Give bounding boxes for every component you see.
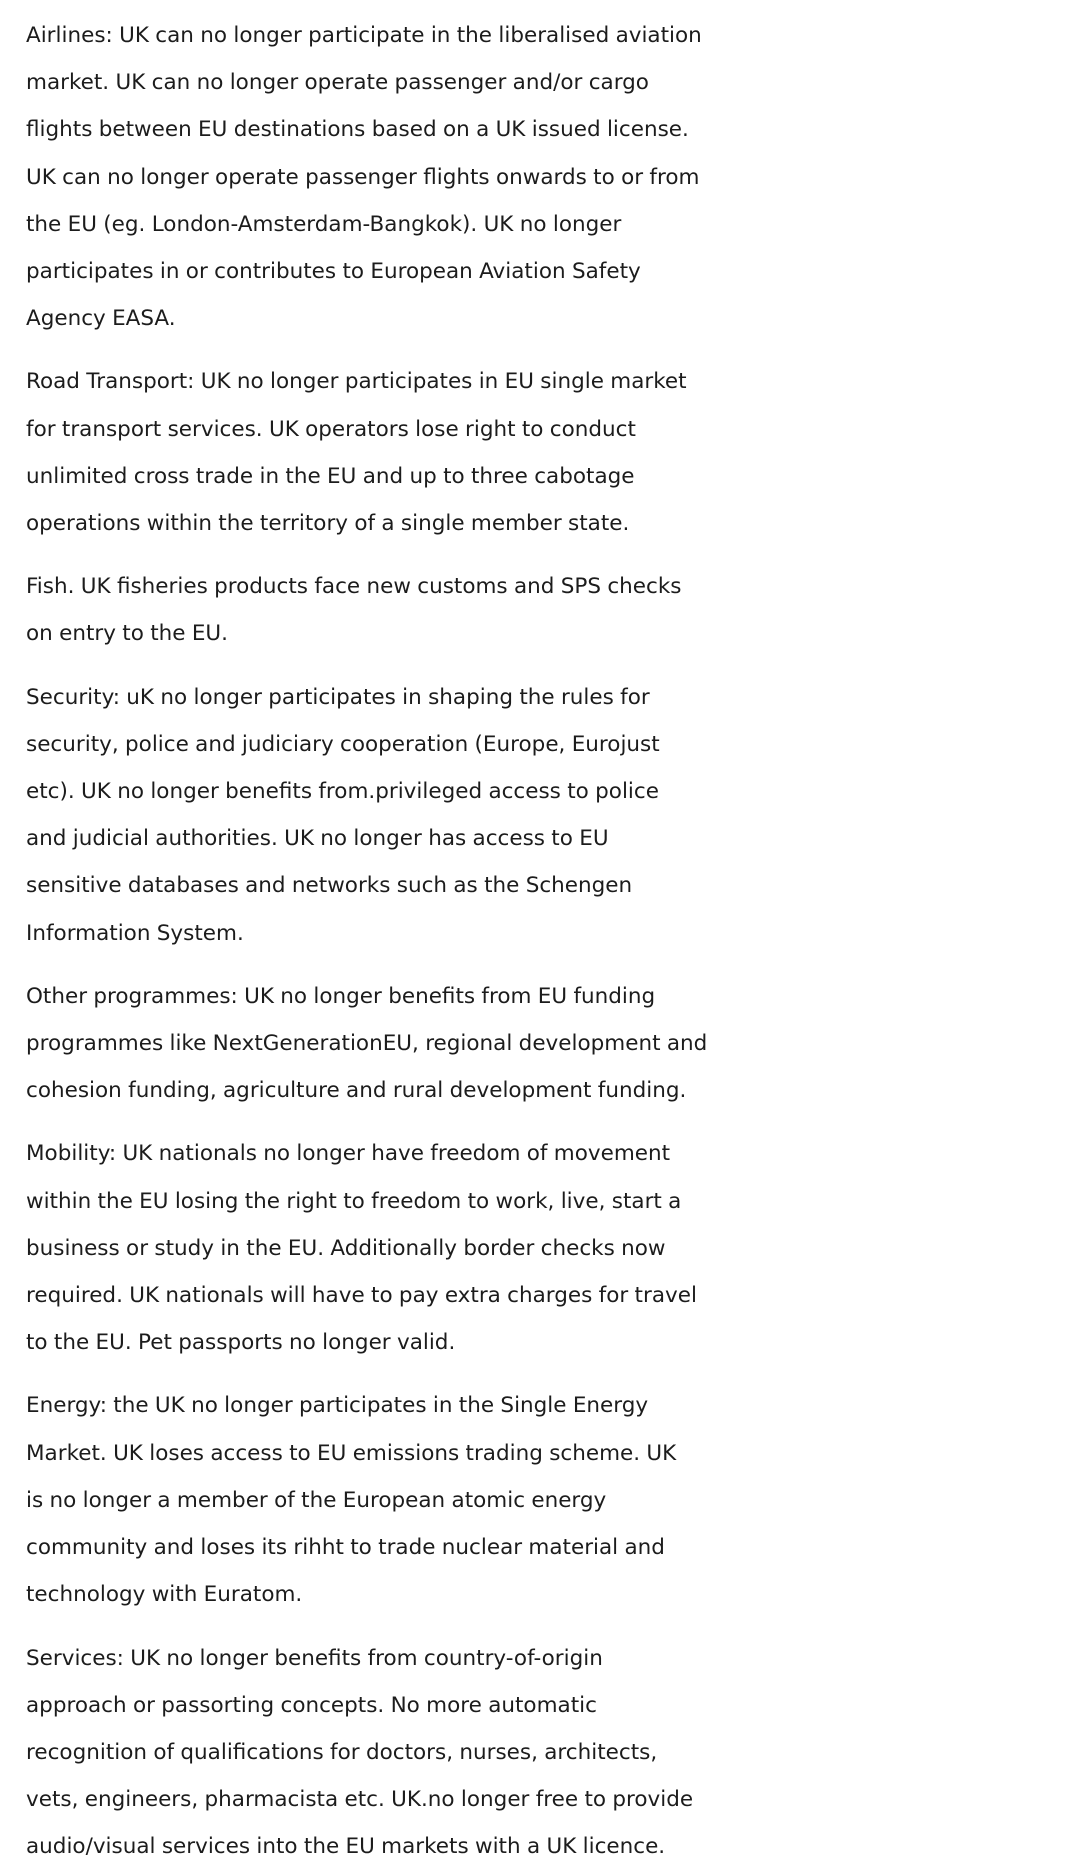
paragraph-fish	[26, 563, 1074, 657]
text-line: approach or passorting concepts. No more automatic	[26, 1692, 597, 1718]
paragraph-energy	[26, 1382, 1074, 1618]
paragraph-road-transport	[26, 358, 1074, 547]
text-line: participates in or contributes to European Aviation Safety	[26, 259, 641, 285]
text-line: market. UK can no longer operate passenger and/or cargo	[26, 70, 649, 96]
text-line: to the EU. Pet passports no longer valid.	[26, 1330, 456, 1356]
text-line: business or study in the EU. Additionally border checks now	[26, 1235, 666, 1261]
text-line: Energy: the UK no longer participates in the Single Energy	[26, 1393, 649, 1419]
text-line: UK can no longer operate passenger flights onwards to or from	[26, 164, 700, 190]
text-line: the EU (eg. London-Amsterdam-Bangkok). UK no longer	[26, 211, 622, 237]
text-line: programmes like NextGenerationEU, regional development and	[26, 1031, 708, 1057]
text-line: on entry to the EU.	[26, 621, 228, 647]
text-line: Fish. UK fisheries products face new customs and SPS checks	[26, 574, 682, 600]
text-line: for transport services. UK operators lose right to conduct	[26, 416, 636, 442]
text-line: Services: UK no longer benefits from country-of-origin	[26, 1645, 603, 1671]
text-line: Other programmes: UK no longer benefits from EU funding	[26, 983, 656, 1009]
text-line: Road Transport: UK no longer participates in EU single market	[26, 369, 687, 395]
text-line: is no longer a member of the European atomic energy	[26, 1487, 607, 1513]
text-line: recognition of qualifications for doctors, nurses, architects,	[26, 1739, 658, 1765]
text-line: unlimited cross trade in the EU and up to three cabotage	[26, 463, 635, 489]
paragraph-services	[26, 1635, 1074, 1871]
paragraph-other-programmes	[26, 973, 1074, 1115]
text-line: vets, engineers, pharmacista etc. UK.no longer free to provide	[26, 1787, 694, 1813]
paragraph-airlines	[26, 12, 1074, 342]
paragraph-security	[26, 674, 1074, 957]
text-line: audio/visual services into the EU markets with a UK licence.	[26, 1834, 666, 1860]
text-line: Agency EASA.	[26, 306, 176, 332]
text-line: flights between EU destinations based on a UK issued license.	[26, 117, 689, 143]
text-line: within the EU losing the right to freedom to work, live, start a	[26, 1188, 682, 1214]
text-line: cohesion funding, agriculture and rural development funding.	[26, 1078, 687, 1104]
text-line: required. UK nationals will have to pay extra charges for travel	[26, 1283, 697, 1309]
text-line: sensitive databases and networks such as the Schengen	[26, 873, 633, 899]
text-line: Mobility: UK nationals no longer have freedom of movement	[26, 1141, 671, 1167]
text-line: community and loses its rihht to trade nuclear material and	[26, 1535, 665, 1561]
text-line: operations within the territory of a single member state.	[26, 511, 630, 537]
text-line: technology with Euratom.	[26, 1582, 303, 1608]
text-line: etc). UK no longer benefits from.privileged access to police	[26, 779, 659, 805]
paragraph-mobility	[26, 1130, 1074, 1366]
text-line: Information System.	[26, 920, 244, 946]
text-line: and judicial authorities. UK no longer has access to EU	[26, 826, 609, 852]
text-line: Security: uK no longer participates in shaping the rules for	[26, 684, 650, 710]
text-line: Airlines: UK can no longer participate in the liberalised aviation	[26, 23, 702, 48]
text-line: security, police and judiciary cooperation (Europe, Eurojust	[26, 731, 660, 757]
text-line: Market. UK loses access to EU emissions trading scheme. UK	[26, 1440, 677, 1466]
